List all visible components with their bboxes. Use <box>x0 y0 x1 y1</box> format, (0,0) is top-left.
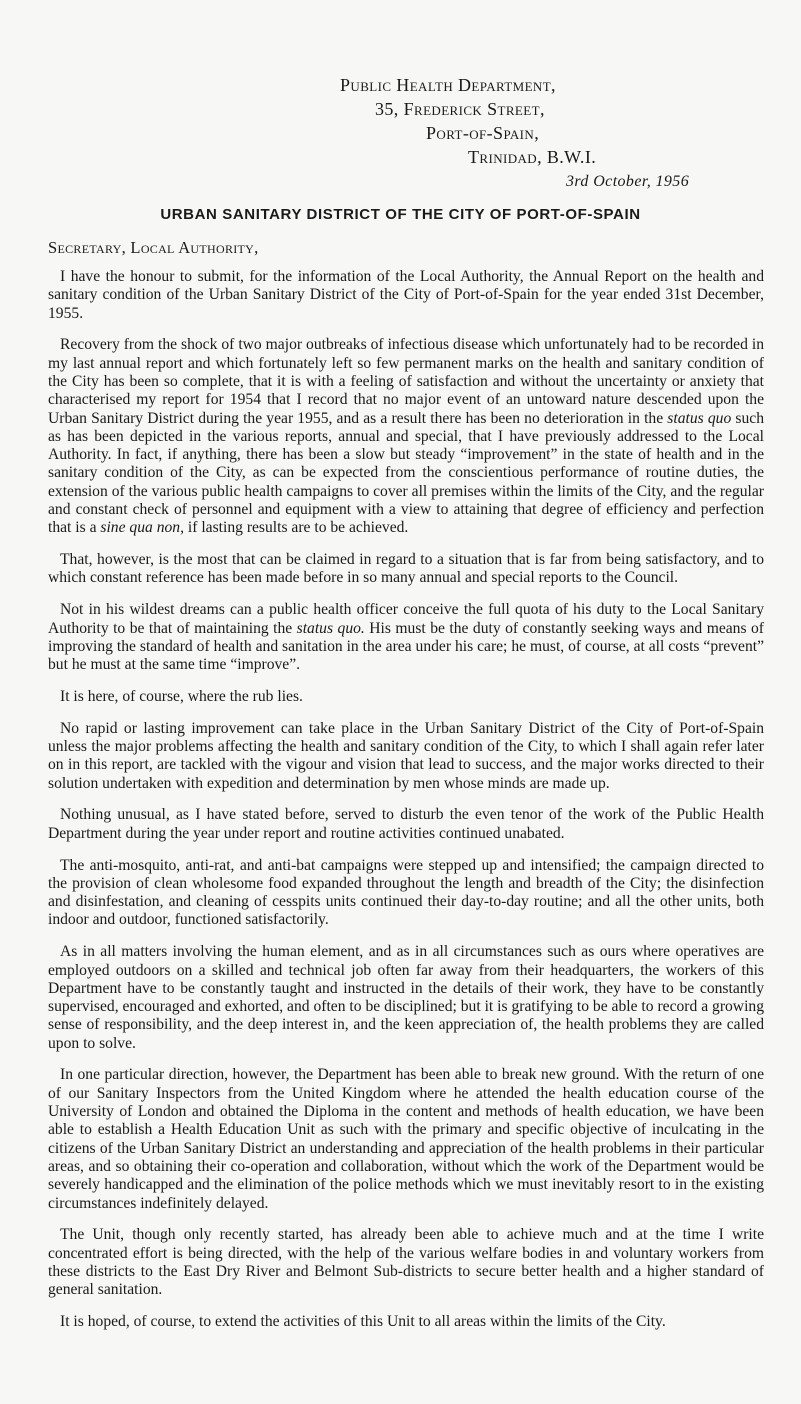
paragraph-6: No rapid or lasting improvement can take place in the Urban Sanitary District of the City of Port-of-Spain unless the major problems affecting the health and sanitary condition of the City, to which I shall again refer later on in this report, are tackled with the vigour and vision that lead to success, and the major works directed to their solution undertaken with expedition and determination by men whose minds are made up. <box>48 719 764 792</box>
paragraph-3: That, however, is the most that can be claimed in regard to a situation that is far from being satisfactory, and to which constant reference has been made before in so many annual and special reports to the Council. <box>48 551 764 587</box>
paragraph-9: As in all matters involving the human element, and as in all circumstances such as ours where operatives are employed outdoors on a skilled and technical job often far away from their headquarters, the workers of this Department have to be constantly taught and instructed in the details of their work, they have to be constantly supervised, encouraged and exhorted, and often to be disciplined; but it is gratifying to be able to record a growing sense of responsibility, and the deep interest in, and the keen appreciation of, the health problems they are called upon to solve. <box>48 943 764 1052</box>
paragraph-11: The Unit, though only recently started, has already been able to achieve much and at the time I write concentrated effort is being directed, with the help of the various welfare bodies in and voluntary workers from these districts to the East Dry River and Belmont Sub-districts to secure better health and a higher standard of general sanitation. <box>48 1226 764 1299</box>
paragraph-8: The anti-mosquito, anti-rat, and anti-bat campaigns were stepped up and intensified; the campaign directed to the provision of clean wholesome food expanded throughout the length and breadth of the City; the disinfection and disinfestation, and cleaning of cesspits units continued their day-to-day routine; and all the other units, both indoor and outdoor, functioned satisfactorily. <box>48 856 764 929</box>
paragraph-2: Recovery from the shock of two major outbreaks of infectious disease which unfortunately had to be recorded in my last annual report and which fortunately left so few permanent marks on the health and sanitary condition of the City has been so complete, that it is with a feeling of satisfaction and without the uncertainty or anxiety that characterised my report for 1954 that I record that no major event of an untoward nature descended upon the Urban Sanitary District during the year 1955, and as a result there has been no deterioration in the status quo such as has been depicted in the various reports, annual and special, that I have previously addressed to the Local Authority. In fact, if anything, there has been a slow but steady “improvement” in the state of health and in the sanitary condition of the City, as can be expected from the conscientious performance of routine duties, the extension of the various public health campaigns to cover all premises within the limits of the City, and the regular and constant check of personnel and equipment with a view to attaining that degree of efficiency and perfection that is a sine qua non, if lasting results are to be achieved. <box>48 336 765 537</box>
paragraph-5: It is here, of course, where the rub lies. <box>60 687 303 705</box>
address-department: Public Health Department, <box>340 75 556 95</box>
letter-body <box>48 268 764 1345</box>
salutation: Secretary, Local Authority, <box>48 238 259 257</box>
address-city: Port-of-Spain, <box>426 123 540 143</box>
address-street: 35, Frederick Street, <box>375 99 545 119</box>
paragraph-4: Not in his wildest dreams can a public health officer conceive the full quota of his duty to the Local Sanitary Authority to be that of maintaining the status quo. His must be the duty of constantly seeking ways and means of improving the standard of health and sanitation in the area under his care; he must, of course, at all costs “prevent” but he must at the same time “improve”. <box>48 601 764 674</box>
paragraph-10: In one particular direction, however, the Department has been able to break new ground. With the return of one of our Sanitary Inspectors from the United Kingdom where he attended the health education course of the University of London and obtained the Diploma in the content and methods of health education, we have been able to establish a Health Education Unit as such with the primary and specific objective of inculcating in the citizens of the Urban Sanitary District an understanding and appreciation of the health problems in their particular areas, and so obtaining their co-operation and collaboration, without which the work of the Department would be severely handicapped and the elimination of the police methods which we must inevitably resort to in the existing circumstances indefinitely delayed. <box>48 1066 764 1212</box>
paragraph-1: I have the honour to submit, for the information of the Local Authority, the Annual Report on the health and sanitary condition of the Urban Sanitary District of the City of Port-of-Spain for the year ended 31st December, 1955. <box>48 268 764 322</box>
paragraph-12: It is hoped, of course, to extend the activities of this Unit to all areas within the limits of the City. <box>60 1313 666 1331</box>
letter-date: 3rd October, 1956 <box>566 173 690 190</box>
paragraph-7: Nothing unusual, as I have stated before, served to disturb the even tenor of the work of the Public Health Department during the year under report and routine activities continued unabated. <box>48 806 764 842</box>
document-heading: URBAN SANITARY DISTRICT OF THE CITY OF PORT-OF-SPAIN <box>160 206 641 223</box>
address-country: Trinidad, B.W.I. <box>468 147 597 167</box>
